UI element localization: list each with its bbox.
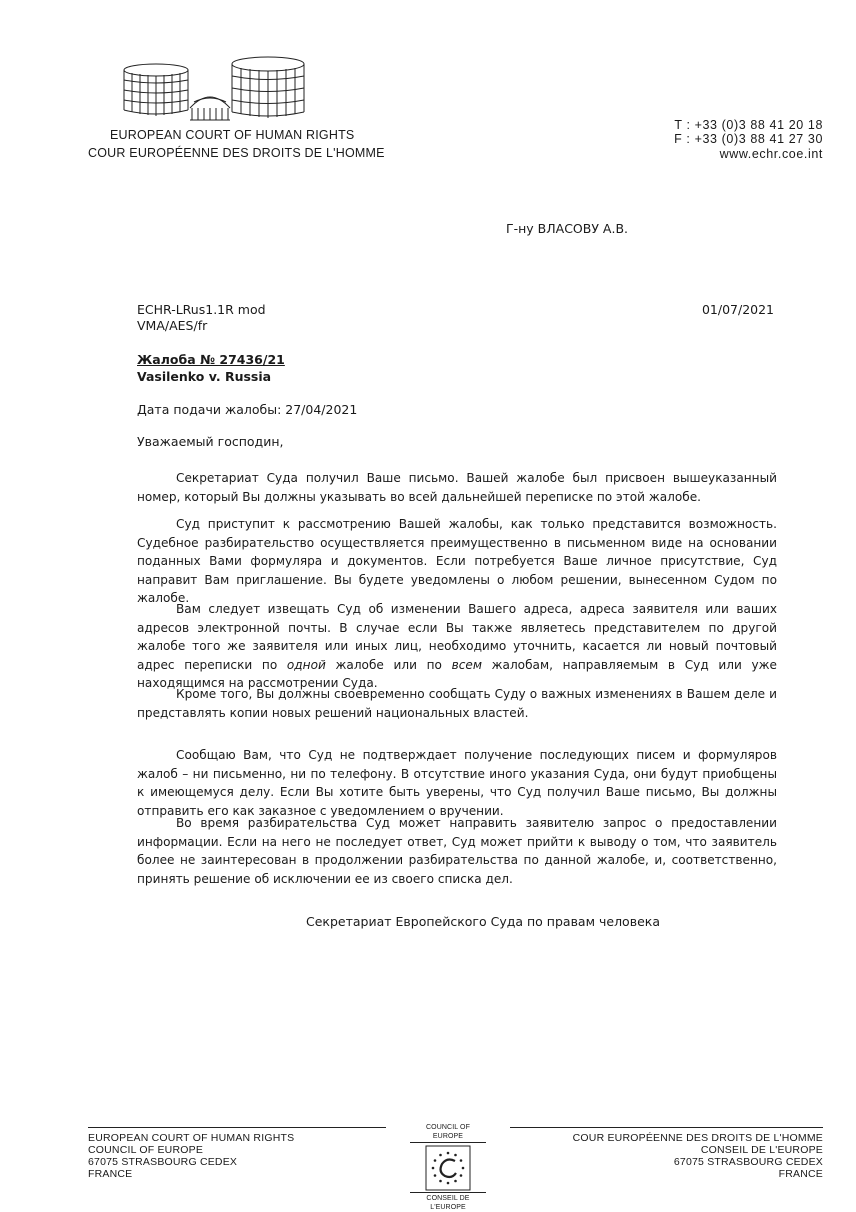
filing-date: Дата подачи жалобы: 27/04/2021 xyxy=(137,402,358,417)
coe-label-en: COUNCIL OF EUROPE xyxy=(410,1123,486,1143)
court-building-logo xyxy=(118,52,318,124)
addressee: Г-ну ВЛАСОВУ А.В. xyxy=(506,221,629,236)
letter-date: 01/07/2021 xyxy=(701,302,774,317)
website-link[interactable]: www.echr.coe.int xyxy=(719,147,823,161)
footer-rule-right xyxy=(510,1127,823,1128)
paragraph-3 xyxy=(137,600,777,693)
footer-left-line-3: 67075 STRASBOURG CEDEX xyxy=(88,1156,238,1168)
case-name: Vasilenko v. Russia xyxy=(137,369,272,384)
paragraph-3-part-b: жалобе или по xyxy=(335,657,442,672)
phone-number: T : +33 (0)3 88 41 20 18 xyxy=(674,118,823,132)
footer-right-line-4: FRANCE xyxy=(778,1168,823,1180)
paragraph-3-part-c: жалобам, направляемым в Суд или уже находящимся на рассмотрении Суда. xyxy=(137,657,777,690)
fax-number: F : +33 (0)3 88 41 27 30 xyxy=(674,132,823,146)
footer-address-fr xyxy=(573,1132,823,1180)
council-of-europe-logo xyxy=(410,1123,486,1212)
footer-left-line-1: EUROPEAN COURT OF HUMAN RIGHTS xyxy=(88,1132,295,1144)
signature-line: Секретариат Европейского Суда по правам человека xyxy=(306,914,660,929)
paragraph-5: Сообщаю Вам, что Суд не подтверждает получение последующих писем и формуляров жалоб – ни письменно, ни по телефону. В отсутствие иного указания Суда, они будут приобщены к имеющемуся делу. Если Вы хотите быть уверены, что Суд получил Ваше письмо, Вы должны отправить его как заказное с уведомлением о вручении. xyxy=(137,748,777,818)
footer-right-line-1: COUR EUROPÉENNE DES DROITS DE L'HOMME xyxy=(572,1132,823,1144)
application-number: Жалоба № 27436/21 xyxy=(137,352,285,367)
reference-code: ECHR-LRus1.1R mod xyxy=(137,302,266,317)
court-name-en: EUROPEAN COURT OF HUMAN RIGHTS xyxy=(110,128,355,142)
footer-left-line-4: FRANCE xyxy=(88,1168,133,1180)
footer-rule-left xyxy=(88,1127,386,1128)
paragraph-4: Кроме того, Вы должны своевременно сообщать Суду о важных изменениях в Вашем деле и представлять копии новых решений национальных властей. xyxy=(137,687,777,720)
reference-initials: VMA/AES/fr xyxy=(137,318,208,333)
paragraph-3-part-a: Вам следует извещать Суд об изменении Вашего адреса, адреса заявителя или ваших адресов электронной почты. В случае если Вы также являетесь представителем по другой жалобе того же заявителя или иных лиц, необходимо уточнить, касается ли новый почтовый адрес переписки по xyxy=(137,602,777,672)
footer-address-en xyxy=(88,1132,294,1180)
footer-right-line-2: CONSEIL DE L'EUROPE xyxy=(700,1144,823,1156)
footer-right-line-3: 67075 STRASBOURG CEDEX xyxy=(673,1156,823,1168)
reference-block xyxy=(137,302,266,334)
emphasis-all: всем xyxy=(451,657,482,672)
coe-label-fr: CONSEIL DE L'EUROPE xyxy=(410,1192,486,1212)
paragraph-1: Секретариат Суда получил Ваше письмо. Вашей жалобе был присвоен вышеуказанный номер, который Вы должны указывать во всей дальнейшей переписке по этой жалобе. xyxy=(137,471,777,504)
paragraph-6: Во время разбирательства Суд может направить заявителю запрос о предоставлении информации. Если на него не последует ответ, Суд может прийти к выводу о том, что заявитель более не заинтересован в продолжении разбирательства по данной жалобе, и, соответственно, принять решение об исключении ее из своего списка дел. xyxy=(137,816,777,886)
court-name-fr: COUR EUROPÉENNE DES DROITS DE L'HOMME xyxy=(88,146,385,160)
salutation: Уважаемый господин, xyxy=(137,434,284,449)
paragraph-2: Суд приступит к рассмотрению Вашей жалобы, как только представится возможность. Судебное разбирательство осуществляется преимущественно в письменном виде на основании поданных Вами формуляра и документов. Если потребуется Ваше личное присутствие, Суд направит Вам приглашение. Вы будете уведомлены о любом решении, вынесенном Судом по жалобе. xyxy=(137,517,777,605)
emphasis-one: одной xyxy=(286,657,326,672)
footer-left-line-2: COUNCIL OF EUROPE xyxy=(88,1144,204,1156)
coe-emblem-icon xyxy=(425,1145,471,1191)
contact-block xyxy=(674,118,823,161)
